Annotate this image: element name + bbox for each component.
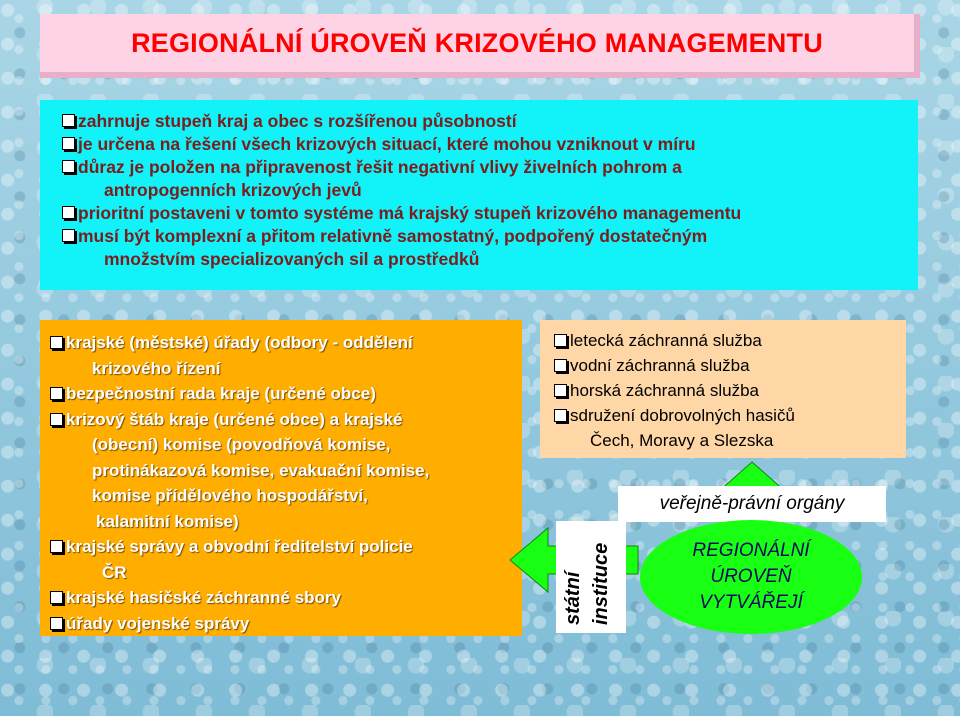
list-item: krajské hasičské záchranné sbory (66, 585, 514, 611)
public-bodies-label: veřejně-právní orgány (618, 486, 886, 522)
ellipse-line2: ÚROVEŇ (710, 566, 792, 587)
list-item: horská záchranná služba (570, 378, 898, 403)
top-item: důraz je položen na připravenost řešit negativní vlivy živelních pohrom a antropogenních krizových jevů (78, 156, 906, 202)
list-item: úřady vojenské správy (66, 611, 514, 637)
top-item: je určena na řešení všech krizových situací, které mohou vzniknout v míru (78, 133, 906, 156)
top-item: prioritní postaveni v tomto systéme má krajský stupeň krizového managementu (78, 202, 906, 225)
list-item: krizový štáb kraje (určené obce) a krajské (obecní) komise (povodňová komise, protinákazová komise, evakuační komise, komise přídělového hospodářství, kalamitní komise) (66, 407, 514, 535)
ellipse-line1: REGIONÁLNÍ (692, 540, 810, 561)
list-item: krajské (městské) úřady (odbory - oddělení krizového řízení (66, 330, 514, 381)
vertical-label-line2: instituce (590, 542, 612, 625)
list-item: krajské správy a obvodní ředitelství policie ČR (66, 534, 514, 585)
list-item: vodní záchranná služba (570, 353, 898, 378)
ellipse-line3: VYTVÁŘEJÍ (699, 592, 803, 613)
state-institutions-label (556, 521, 626, 633)
list-item: letecká záchranná služba (570, 328, 898, 353)
top-item: zahrnuje stupeň kraj a obec s rozšířenou působností (78, 110, 906, 133)
top-item: musí být komplexní a přitom relativně samostatný, podpořený dostatečným množstvím specializovaných sil a prostředků (78, 225, 906, 271)
page-title: REGIONÁLNÍ ÚROVEŇ KRIZOVÉHO MANAGEMENTU (40, 14, 920, 78)
list-item: sdružení dobrovolných hasičů Čech, Moravy a Slezska (570, 403, 898, 453)
list-item: bezpečnostní rada kraje (určené obce) (66, 381, 514, 407)
regional-level-ellipse (640, 520, 862, 634)
vertical-label-line1: státní (562, 571, 584, 625)
